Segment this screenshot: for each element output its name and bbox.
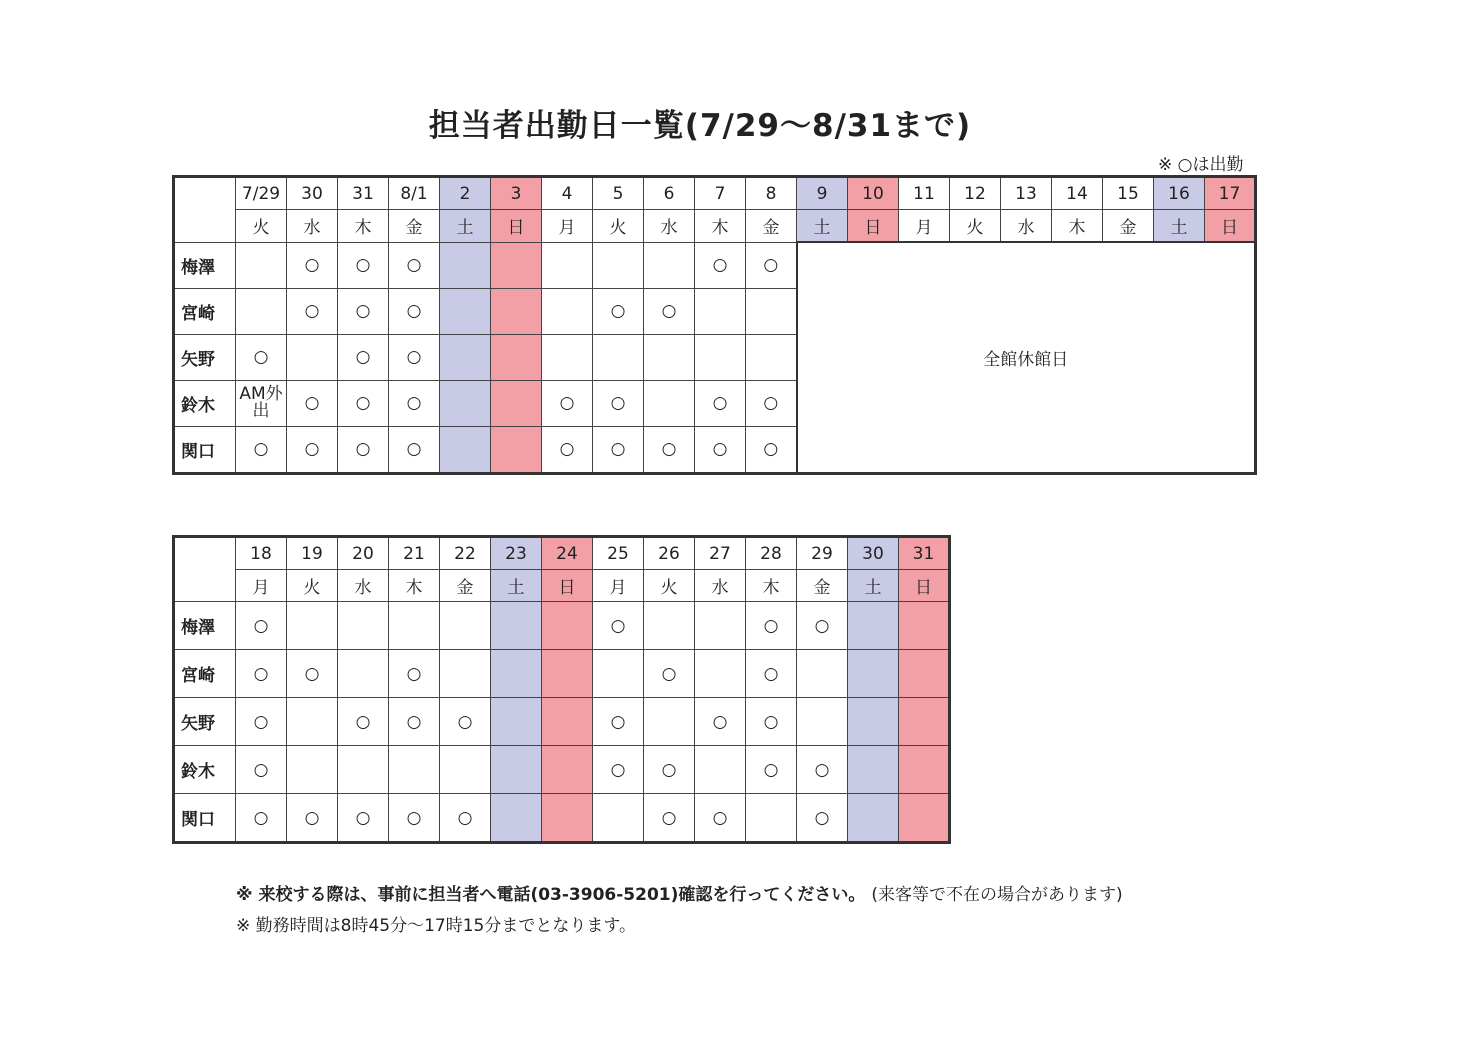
date-header: 19	[287, 537, 338, 570]
attendance-cell: ○	[644, 650, 695, 698]
staff-row	[174, 746, 950, 794]
contact-note	[236, 880, 1123, 905]
attendance-cell: ○	[236, 650, 287, 698]
weekday-header: 日	[1205, 210, 1256, 243]
date-header: 23	[491, 537, 542, 570]
attendance-cell	[542, 650, 593, 698]
attendance-cell: ○	[593, 602, 644, 650]
weekday-header: 火	[236, 210, 287, 243]
weekday-header: 木	[338, 210, 389, 243]
attendance-cell: ○	[338, 288, 389, 334]
weekday-header: 火	[593, 210, 644, 243]
legend-note: ※ ○は出勤	[1158, 155, 1244, 175]
attendance-cell: ○	[287, 650, 338, 698]
attendance-cell: ○	[287, 288, 338, 334]
attendance-cell	[491, 698, 542, 746]
attendance-cell: ○	[389, 698, 440, 746]
weekday-header: 金	[1103, 210, 1154, 243]
page-title: 担当者出勤日一覧(7/29〜8/31まで)	[428, 108, 972, 144]
attendance-cell	[440, 650, 491, 698]
attendance-cell: ○	[338, 242, 389, 288]
attendance-cell: ○	[644, 746, 695, 794]
weekday-header: 木	[746, 570, 797, 602]
date-header: 21	[389, 537, 440, 570]
attendance-cell	[797, 650, 848, 698]
weekday-header: 火	[950, 210, 1001, 243]
attendance-cell	[848, 602, 899, 650]
attendance-cell	[695, 602, 746, 650]
attendance-cell: ○	[542, 426, 593, 473]
attendance-cell: ○	[236, 334, 287, 380]
attendance-cell	[440, 746, 491, 794]
weekday-header: 金	[797, 570, 848, 602]
weekday-header: 日	[491, 210, 542, 243]
date-header: 22	[440, 537, 491, 570]
date-header: 18	[236, 537, 287, 570]
staff-name: 宮崎	[174, 650, 236, 698]
date-header: 6	[644, 177, 695, 210]
weekday-header: 木	[389, 570, 440, 602]
attendance-cell	[695, 334, 746, 380]
attendance-cell	[593, 650, 644, 698]
attendance-cell: ○	[746, 746, 797, 794]
weekday-header: 土	[1154, 210, 1205, 243]
attendance-cell	[746, 288, 797, 334]
attendance-cell	[542, 794, 593, 843]
attendance-cell	[542, 746, 593, 794]
attendance-cell: ○	[440, 794, 491, 843]
staff-name: 鈴木	[174, 380, 236, 426]
attendance-cell: ○	[695, 380, 746, 426]
weekday-header: 火	[644, 570, 695, 602]
attendance-cell	[440, 380, 491, 426]
attendance-cell: ○	[746, 698, 797, 746]
attendance-cell	[491, 650, 542, 698]
date-header: 3	[491, 177, 542, 210]
date-header: 4	[542, 177, 593, 210]
weekday-header: 金	[746, 210, 797, 243]
attendance-cell: ○	[746, 650, 797, 698]
date-header: 28	[746, 537, 797, 570]
attendance-cell: AM外出	[236, 380, 287, 426]
attendance-cell	[389, 602, 440, 650]
date-header: 20	[338, 537, 389, 570]
attendance-cell: ○	[440, 698, 491, 746]
weekday-header: 土	[440, 210, 491, 243]
staff-name: 関口	[174, 426, 236, 473]
weekday-header: 日	[899, 570, 950, 602]
attendance-cell	[899, 746, 950, 794]
attendance-cell	[542, 698, 593, 746]
staff-row	[174, 602, 950, 650]
date-header: 30	[848, 537, 899, 570]
attendance-cell: ○	[746, 426, 797, 473]
attendance-cell: ○	[797, 602, 848, 650]
attendance-cell	[287, 334, 338, 380]
staff-row	[174, 698, 950, 746]
attendance-cell: ○	[695, 242, 746, 288]
attendance-cell: ○	[695, 698, 746, 746]
date-header: 24	[542, 537, 593, 570]
attendance-cell	[491, 794, 542, 843]
attendance-cell	[848, 746, 899, 794]
attendance-cell	[695, 650, 746, 698]
attendance-cell	[644, 242, 695, 288]
date-header: 17	[1205, 177, 1256, 210]
attendance-cell	[542, 242, 593, 288]
corner-cell	[174, 177, 236, 243]
date-header: 8	[746, 177, 797, 210]
attendance-cell	[491, 380, 542, 426]
attendance-cell: ○	[593, 698, 644, 746]
attendance-cell	[746, 334, 797, 380]
attendance-cell: ○	[746, 242, 797, 288]
date-header: 7	[695, 177, 746, 210]
attendance-cell	[644, 698, 695, 746]
date-header: 12	[950, 177, 1001, 210]
attendance-cell: ○	[746, 602, 797, 650]
weekday-header: 月	[593, 570, 644, 602]
attendance-cell: ○	[236, 698, 287, 746]
staff-name: 宮崎	[174, 288, 236, 334]
attendance-cell	[542, 602, 593, 650]
attendance-cell: ○	[338, 426, 389, 473]
attendance-cell	[338, 650, 389, 698]
weekday-header: 土	[848, 570, 899, 602]
corner-cell	[174, 537, 236, 602]
attendance-cell	[593, 334, 644, 380]
attendance-cell: ○	[644, 794, 695, 843]
attendance-cell	[338, 602, 389, 650]
attendance-cell	[440, 288, 491, 334]
staff-row	[174, 794, 950, 843]
attendance-cell: ○	[389, 242, 440, 288]
date-header: 5	[593, 177, 644, 210]
attendance-cell: ○	[389, 380, 440, 426]
attendance-cell: ○	[236, 426, 287, 473]
attendance-cell	[644, 334, 695, 380]
attendance-cell	[797, 698, 848, 746]
staff-name: 鈴木	[174, 746, 236, 794]
attendance-cell: ○	[797, 746, 848, 794]
attendance-cell: ○	[338, 794, 389, 843]
attendance-cell: ○	[287, 380, 338, 426]
attendance-cell	[389, 746, 440, 794]
attendance-cell: ○	[389, 288, 440, 334]
weekday-header: 金	[440, 570, 491, 602]
attendance-cell	[491, 602, 542, 650]
attendance-cell: ○	[542, 380, 593, 426]
attendance-cell: ○	[236, 794, 287, 843]
date-header: 15	[1103, 177, 1154, 210]
date-header: 8/1	[389, 177, 440, 210]
schedule-table-2	[172, 535, 951, 844]
attendance-cell: ○	[695, 426, 746, 473]
date-header: 11	[899, 177, 950, 210]
attendance-cell: ○	[797, 794, 848, 843]
date-header: 7/29	[236, 177, 287, 210]
attendance-cell	[848, 698, 899, 746]
attendance-cell	[287, 746, 338, 794]
weekday-header: 土	[797, 210, 848, 243]
staff-name: 梅澤	[174, 602, 236, 650]
attendance-cell	[695, 746, 746, 794]
attendance-cell	[236, 288, 287, 334]
attendance-cell: ○	[389, 334, 440, 380]
attendance-cell	[644, 380, 695, 426]
attendance-cell	[440, 426, 491, 473]
attendance-cell: ○	[236, 602, 287, 650]
date-header: 29	[797, 537, 848, 570]
attendance-cell	[593, 242, 644, 288]
date-header: 31	[899, 537, 950, 570]
weekday-header: 水	[644, 210, 695, 243]
attendance-cell: ○	[338, 334, 389, 380]
attendance-cell: ○	[389, 650, 440, 698]
attendance-cell: ○	[695, 794, 746, 843]
date-header: 30	[287, 177, 338, 210]
attendance-cell	[440, 602, 491, 650]
attendance-cell: ○	[593, 288, 644, 334]
attendance-cell	[491, 242, 542, 288]
date-header: 2	[440, 177, 491, 210]
attendance-cell	[440, 334, 491, 380]
attendance-cell	[491, 426, 542, 473]
attendance-cell: ○	[593, 746, 644, 794]
attendance-cell	[899, 650, 950, 698]
attendance-cell: ○	[746, 380, 797, 426]
attendance-cell	[491, 746, 542, 794]
attendance-cell	[287, 602, 338, 650]
weekday-header: 金	[389, 210, 440, 243]
attendance-cell: ○	[338, 698, 389, 746]
staff-name: 矢野	[174, 334, 236, 380]
attendance-cell	[593, 794, 644, 843]
weekday-header: 水	[287, 210, 338, 243]
date-header: 27	[695, 537, 746, 570]
attendance-cell	[491, 334, 542, 380]
attendance-cell	[542, 334, 593, 380]
weekday-header: 月	[899, 210, 950, 243]
attendance-cell: ○	[287, 242, 338, 288]
attendance-cell	[899, 698, 950, 746]
weekday-header: 水	[338, 570, 389, 602]
weekday-header: 日	[848, 210, 899, 243]
date-header: 16	[1154, 177, 1205, 210]
staff-name: 矢野	[174, 698, 236, 746]
date-header: 26	[644, 537, 695, 570]
attendance-cell: ○	[593, 380, 644, 426]
attendance-cell	[236, 242, 287, 288]
weekday-header: 月	[542, 210, 593, 243]
staff-name: 梅澤	[174, 242, 236, 288]
staff-name: 関口	[174, 794, 236, 843]
weekday-header: 日	[542, 570, 593, 602]
staff-row	[174, 242, 1256, 288]
attendance-cell	[695, 288, 746, 334]
date-header: 10	[848, 177, 899, 210]
contact-note-sub: (来客等で不在の場合があります)	[871, 885, 1123, 905]
attendance-cell	[440, 242, 491, 288]
attendance-cell	[287, 698, 338, 746]
staff-row	[174, 650, 950, 698]
attendance-cell: ○	[644, 426, 695, 473]
weekday-header: 木	[695, 210, 746, 243]
attendance-cell: ○	[338, 380, 389, 426]
weekday-header: 水	[1001, 210, 1052, 243]
attendance-cell: ○	[389, 794, 440, 843]
weekday-header: 土	[491, 570, 542, 602]
weekday-header: 月	[236, 570, 287, 602]
date-header: 9	[797, 177, 848, 210]
schedule-table-1	[172, 175, 1257, 475]
date-header: 13	[1001, 177, 1052, 210]
date-header: 25	[593, 537, 644, 570]
attendance-cell: ○	[236, 746, 287, 794]
attendance-cell	[899, 794, 950, 843]
attendance-cell	[542, 288, 593, 334]
closed-notice: 全館休館日	[797, 242, 1256, 473]
weekday-header: 水	[695, 570, 746, 602]
attendance-cell	[899, 602, 950, 650]
attendance-cell: ○	[644, 288, 695, 334]
contact-note-main: ※ 来校する際は、事前に担当者へ電話(03-3906-5201)確認を行ってください。	[236, 885, 866, 905]
attendance-cell	[338, 746, 389, 794]
attendance-cell: ○	[287, 426, 338, 473]
date-header: 31	[338, 177, 389, 210]
attendance-cell: ○	[593, 426, 644, 473]
attendance-cell	[848, 650, 899, 698]
attendance-cell: ○	[287, 794, 338, 843]
attendance-cell	[848, 794, 899, 843]
attendance-cell	[746, 794, 797, 843]
attendance-cell: ○	[389, 426, 440, 473]
hours-note: ※ 勤務時間は8時45分〜17時15分までとなります。	[236, 916, 636, 936]
attendance-cell	[491, 288, 542, 334]
attendance-cell	[644, 602, 695, 650]
weekday-header: 木	[1052, 210, 1103, 243]
date-header: 14	[1052, 177, 1103, 210]
weekday-header: 火	[287, 570, 338, 602]
